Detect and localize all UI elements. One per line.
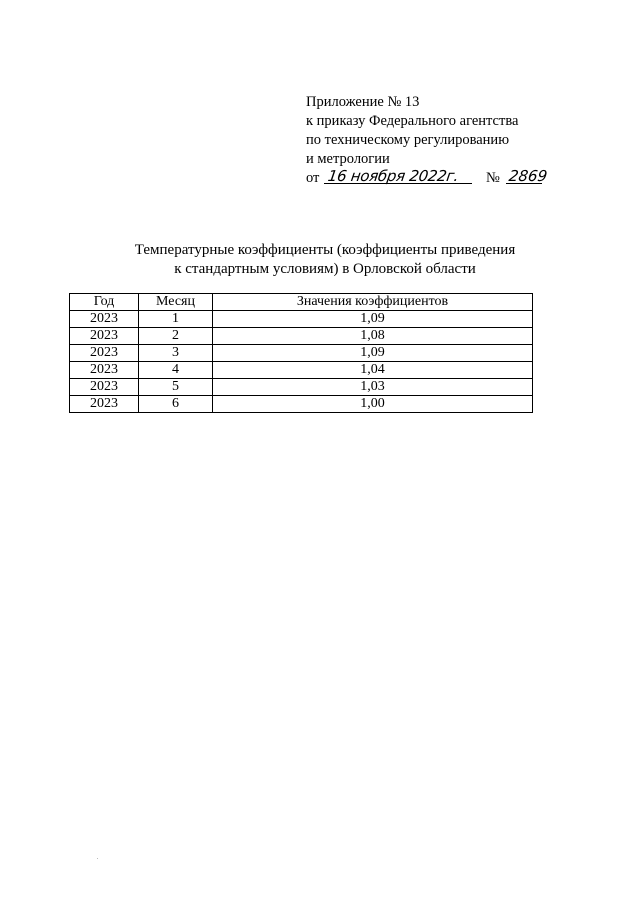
table-header-row [70,294,533,311]
date-prefix: от [306,170,320,186]
cell-month: 5 [139,379,213,396]
title-line-2: к стандартным условиям) в Орловской области [174,261,476,277]
table-row [70,345,533,362]
cell-year: 2023 [70,379,139,396]
appendix-header [306,93,586,169]
order-date-number-row [306,167,606,192]
scan-speck [97,858,98,859]
cell-month: 4 [139,362,213,379]
header-coefficient: Значения коэффициентов [213,294,533,311]
appendix-line-metrology: и метрологии [306,151,390,167]
cell-coefficient: 1,03 [213,379,533,396]
appendix-line-number: Приложение № 13 [306,94,420,110]
cell-coefficient: 1,09 [213,311,533,328]
table-row [70,362,533,379]
cell-year: 2023 [70,396,139,413]
cell-coefficient: 1,00 [213,396,533,413]
appendix-line-agency: по техническому регулированию [306,132,510,148]
appendix-line-order: к приказу Федерального агентства [306,113,519,129]
header-year: Год [70,294,139,311]
title-line-1: Температурные коэффициенты (коэффициенты приведения [134,242,516,258]
table-row [70,328,533,345]
cell-month: 3 [139,345,213,362]
cell-coefficient: 1,09 [213,345,533,362]
table-row [70,396,533,413]
cell-coefficient: 1,08 [213,328,533,345]
number-label: № [486,170,500,186]
cell-year: 2023 [70,362,139,379]
cell-month: 1 [139,311,213,328]
cell-coefficient: 1,04 [213,362,533,379]
cell-year: 2023 [70,345,139,362]
cell-year: 2023 [70,311,139,328]
table-row [70,311,533,328]
coefficients-table [69,293,533,413]
header-month: Месяц [139,294,213,311]
handwritten-date: 16 ноября 2022г. [326,167,460,185]
document-title [60,241,590,279]
handwritten-number: 2869 [507,167,549,185]
cell-month: 2 [139,328,213,345]
cell-year: 2023 [70,328,139,345]
table-row [70,379,533,396]
cell-month: 6 [139,396,213,413]
